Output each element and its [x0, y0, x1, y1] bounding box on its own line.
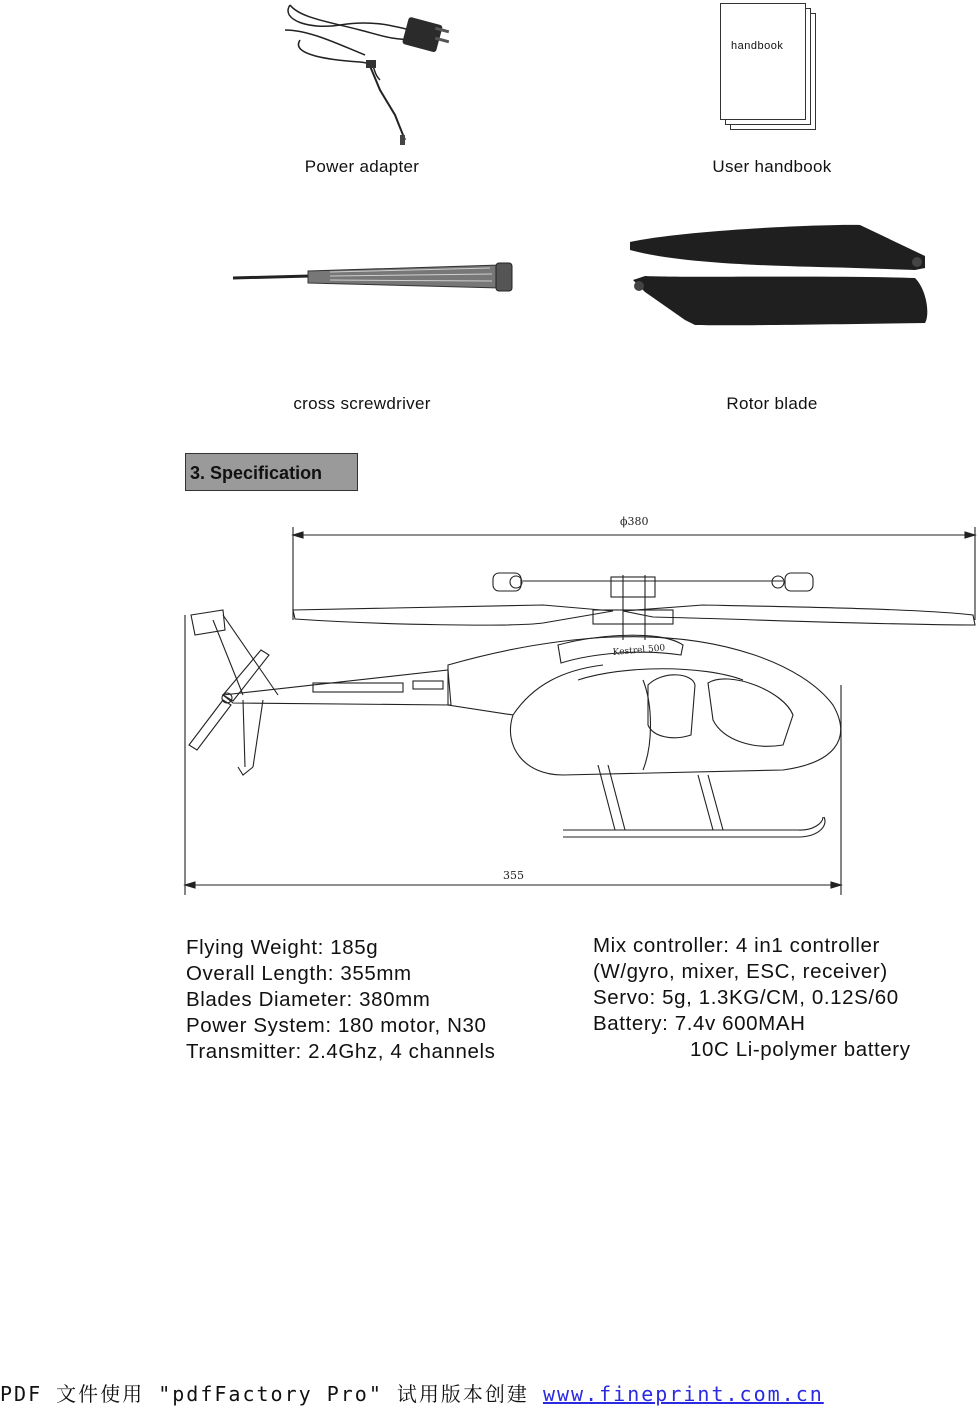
screwdriver-image [230, 255, 520, 295]
section-number: 3. [190, 463, 206, 483]
helicopter-drawing [183, 505, 977, 900]
pdf-footer [0, 1378, 824, 1407]
footer-text: PDF 文件使用 "pdfFactory Pro" 试用版本创建 [0, 1382, 543, 1406]
spec-line: Flying Weight: 185g [186, 936, 379, 959]
handbook-cover-label: handbook [731, 40, 784, 52]
spec-line: (W/gyro, mixer, ESC, receiver) [593, 960, 888, 983]
specs-right [593, 933, 911, 1063]
power-adapter-caption: Power adapter [304, 157, 420, 176]
spec-line: Overall Length: 355mm [186, 962, 412, 985]
screwdriver-caption: cross screwdriver [293, 394, 431, 413]
length-label: 355 [503, 869, 524, 882]
spec-line: Transmitter: 2.4Ghz, 4 channels [186, 1040, 496, 1063]
spec-line: Power System: 180 motor, N30 [186, 1014, 487, 1037]
spec-line: Battery: 7.4v 600MAH [593, 1012, 806, 1035]
model-name-label: Kestrel 500 [612, 643, 666, 658]
rotor-blade-caption: Rotor blade [726, 394, 818, 413]
section-heading [185, 453, 358, 491]
power-adapter-image [270, 0, 470, 150]
footer-link[interactable]: www.fineprint.com.cn [542, 1382, 824, 1406]
spec-line: Mix controller: 4 in1 controller [593, 934, 880, 957]
spec-line: Servo: 5g, 1.3KG/CM, 0.12S/60 [593, 986, 899, 1009]
spec-line: Blades Diameter: 380mm [186, 988, 431, 1011]
spec-line: 10C Li-polymer battery [690, 1038, 911, 1061]
rotor-diameter-label: ϕ380 [620, 515, 649, 528]
handbook-image [720, 3, 820, 131]
rotor-blade-image [625, 220, 937, 330]
section-title: Specification [210, 463, 323, 483]
specs-left [186, 935, 496, 1065]
user-handbook-caption: User handbook [712, 157, 832, 176]
